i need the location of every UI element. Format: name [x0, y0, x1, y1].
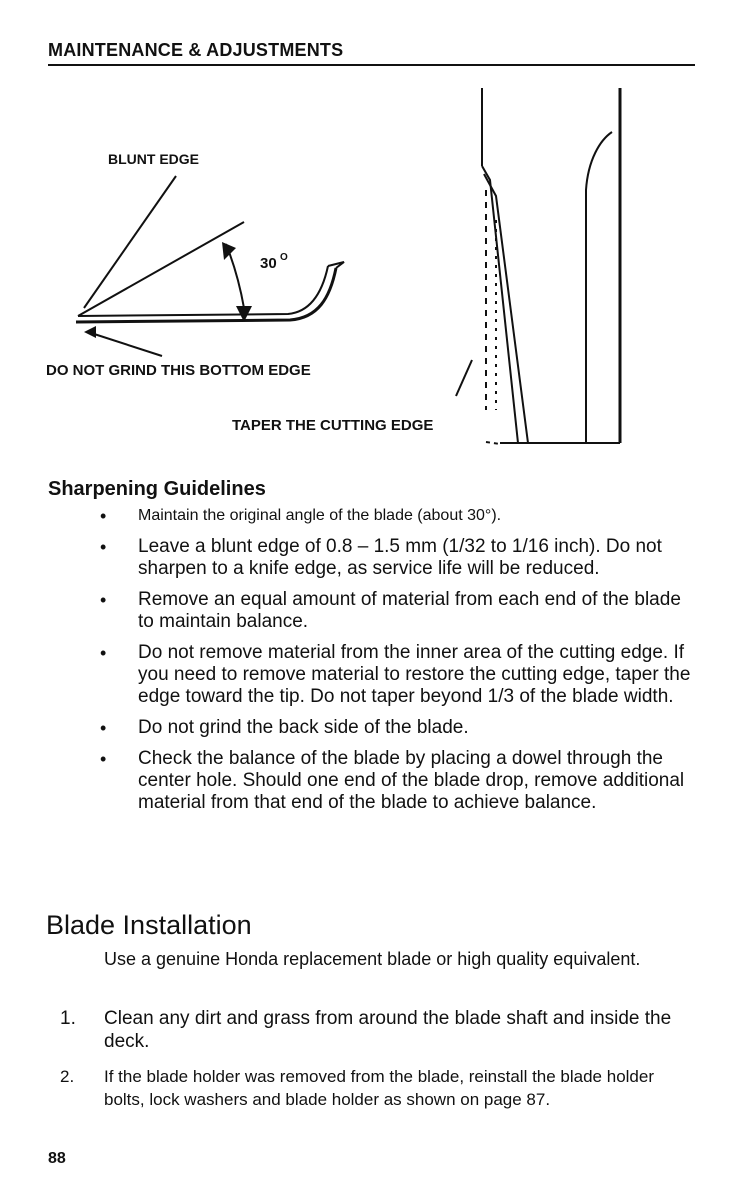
list-item-text: Do not remove material from the inner area of the cutting edge. If you need to remove material to restore the cutting edge, taper the edge toward the tip. Do not taper beyond 1/3 of the blade width. [138, 642, 691, 707]
list-item [98, 642, 698, 708]
label-taper-cutting-edge: TAPER THE CUTTING EDGE [232, 417, 434, 434]
blade-installation-steps [60, 1007, 696, 1123]
bullet-icon: • [100, 643, 107, 663]
step-item [60, 1007, 696, 1053]
label-angle-degree: O [280, 252, 288, 263]
list-item [98, 717, 698, 739]
list-item [98, 536, 698, 580]
bullet-icon: • [100, 537, 107, 557]
page-header-title: MAINTENANCE & ADJUSTMENTS [48, 40, 344, 60]
label-do-not-grind: DO NOT GRIND THIS BOTTOM EDGE [46, 362, 311, 379]
step-text: If the blade holder was removed from the blade, reinstall the blade holder bolts, lock washers and blade holder as shown on page 87. [104, 1067, 654, 1109]
page-number: 88 [48, 1150, 66, 1167]
sharpening-guidelines-list [98, 505, 698, 823]
list-item-text: Remove an equal amount of material from each end of the blade to maintain balance. [138, 589, 681, 632]
label-blunt-edge: BLUNT EDGE [108, 151, 199, 167]
sharpening-guidelines-heading: Sharpening Guidelines [48, 478, 266, 500]
list-item [98, 748, 698, 814]
list-item-text: Leave a blunt edge of 0.8 – 1.5 mm (1/32 to 1/16 inch). Do not sharpen to a knife edge, as service life will be reduced. [138, 536, 662, 579]
blade-installation-intro: Use a genuine Honda replacement blade or high quality equivalent. [104, 949, 641, 969]
list-item [98, 505, 698, 527]
bullet-icon: • [100, 718, 107, 738]
blade-installation-heading: Blade Installation [46, 910, 252, 940]
list-item-text: Check the balance of the blade by placing a dowel through the center hole. Should one end of the blade drop, remove additional material from that end of the blade to achieve balance. [138, 748, 685, 813]
header-rule [48, 64, 695, 66]
list-item-text: Maintain the original angle of the blade (about 30°). [138, 507, 502, 524]
blade-sharpening-diagram [0, 70, 744, 470]
bullet-icon: • [100, 749, 107, 769]
angle-arrows [84, 242, 252, 338]
list-item [98, 589, 698, 633]
blade-edge-view-right [456, 88, 620, 444]
step-number: 2. [60, 1067, 75, 1086]
label-angle-value: 30 [260, 255, 277, 272]
blade-profile-left [76, 176, 344, 356]
bullet-icon: • [100, 590, 107, 610]
step-item [60, 1065, 696, 1111]
step-text: Clean any dirt and grass from around the blade shaft and inside the deck. [104, 1008, 672, 1052]
step-number: 1. [60, 1008, 76, 1029]
list-item-text: Do not grind the back side of the blade. [138, 717, 469, 738]
bullet-icon: • [100, 506, 107, 526]
